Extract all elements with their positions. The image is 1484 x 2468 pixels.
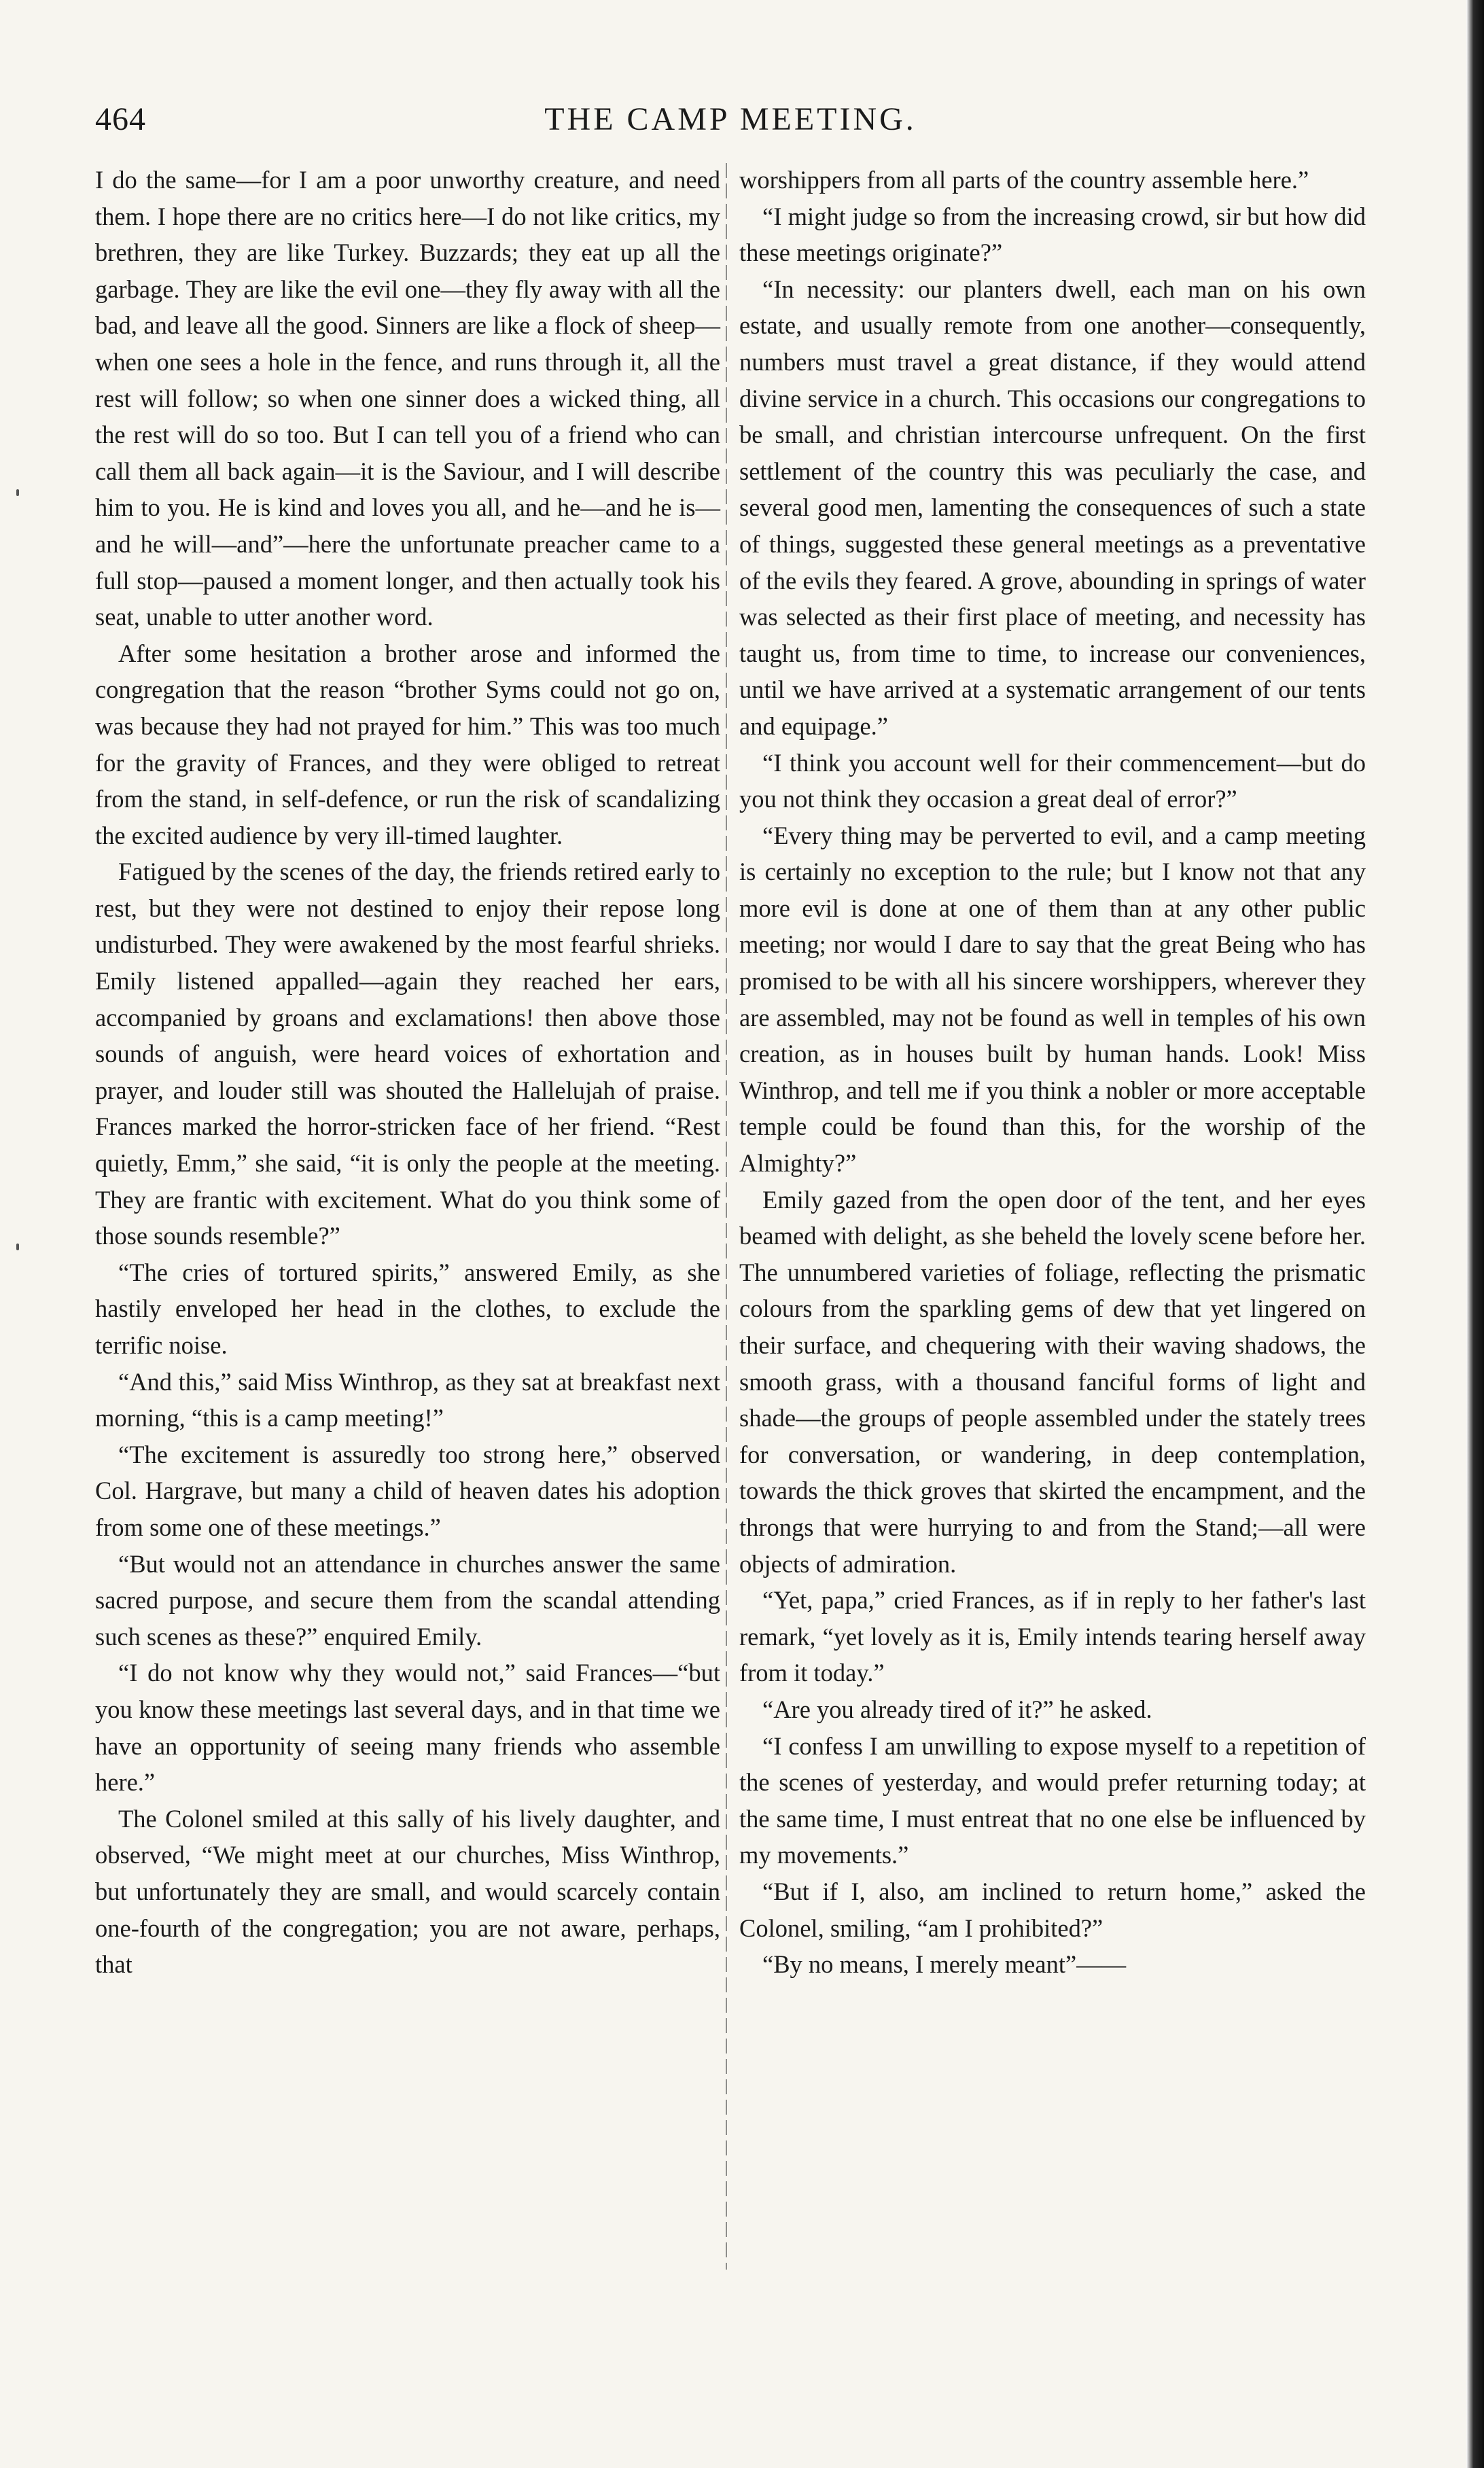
paragraph: “But if I, also, am inclined to return home,” asked the Colonel, smiling, “am I prohibited?”: [739, 1877, 1366, 1942]
paragraph: “I might judge so from the increasing crowd, sir but how did these meetings originate?”: [739, 202, 1366, 267]
right-column: [739, 162, 1366, 1983]
paragraph: worshippers from all parts of the country assemble here.”: [739, 166, 1309, 194]
paragraph: “I confess I am unwilling to expose myself to a repetition of the scenes of yesterday, and would prefer returning today; at the same time, I must entreat that no one else be influenced by my movements.”: [739, 1731, 1366, 1869]
page-binding-edge: [1466, 0, 1484, 2468]
paragraph: “By no means, I merely meant”——: [762, 1950, 1127, 1979]
running-title: THE CAMP MEETING.: [544, 101, 917, 137]
paragraph: “And this,” said Miss Winthrop, as they sat at breakfast next morning, “this is a camp meeting!”: [95, 1367, 720, 1432]
paragraph: “Yet, papa,” cried Frances, as if in reply to her father's last remark, “yet lovely as it is, Emily intends tearing herself away from it today.”: [739, 1586, 1366, 1687]
paragraph: “The cries of tortured spirits,” answered Emily, as she hastily enveloped her head in the clothes, to exclude the terrific noise.: [95, 1258, 720, 1359]
paragraph: After some hesitation a brother arose and informed the congregation that the reason “brother Syms could not go on, was because they had not prayed for him.” This was too much for the gravity of Frances, and they were obliged to retreat from the stand, in self-defence, or run the risk of scandalizing the excited audience by very ill-timed laughter.: [95, 639, 720, 849]
paragraph: “Every thing may be perverted to evil, and a camp meeting is certainly no exception to the rule; but I know not that any more evil is done at one of them than at any other public meeting; nor would I dare to say that the great Being who has promised to be with all his sincere worshippers, wherever they are assembled, may not be found as well in temples of his own creation, as in houses built by human hands. Look! Miss Winthrop, and tell me if you think a nobler or more acceptable temple could be found than this, for the worship of the Almighty?”: [739, 821, 1366, 1178]
page-number: 464: [95, 101, 146, 137]
paragraph: “I do not know why they would not,” said Frances—“but you know these meetings last several days, and in that time we have an opportunity of seeing many friends who assemble here.”: [95, 1659, 720, 1797]
margin-speck: [16, 1244, 19, 1250]
column-divider: [726, 163, 727, 2270]
paragraph: “The excitement is assuredly too strong here,” observed Col. Hargrave, but many a child of heaven dates his adoption from some one of these meetings.”: [95, 1440, 720, 1541]
paragraph: “But would not an attendance in churches answer the same sacred purpose, and secure them from the scandal attending such scenes as these?” enquired Emily.: [95, 1549, 720, 1651]
paragraph: I do the same—for I am a poor unworthy creature, and need them. I hope there are no critics here—I do not like critics, my brethren, they are like Turkey. Buzzards; they eat up all the garbage. They are like the evil one—they fly away with all the bad, and leave all the good. Sinners are like a flock of sheep—when one sees a hole in the fence, and runs through it, all the rest will follow; so when one sinner does a wicked thing, all the rest will do so too. But I can tell you of a friend who can call them all back again—it is the Saviour, and I will describe him to you. He is kind and loves you all, and he—and he is—and he will—and”—here the unfortunate preacher came to a full stop—paused a moment longer, and then actually took his seat, unable to utter another word.: [95, 166, 720, 631]
paragraph: Emily gazed from the open door of the tent, and her eyes beamed with delight, as she beheld the lovely scene before her. The unnumbered varieties of foliage, reflecting the prismatic colours from the sparkling gems of dew that yet lingered on their surface, and chequering with their waving shadows, the smooth grass, with a thousand fanciful forms of light and shade—the groups of people assembled under the stately trees for conversation, or wandering, in deep contemplation, towards the thick groves that skirted the encampment, and the throngs that were hurrying to and from the Stand;—all were objects of admiration.: [739, 1185, 1366, 1578]
paragraph: Fatigued by the scenes of the day, the friends retired early to rest, but they were not destined to enjoy their repose long undisturbed. They were awakened by the most fearful shrieks. Emily listened appalled—again they reached her ears, accompanied by groans and exclamations! then above those sounds of anguish, were heard voices of exhortation and prayer, and louder still was shouted the Hallelujah of praise. Frances marked the horror-stricken face of her friend. “Rest quietly, Emm,” she said, “it is only the people at the meeting. They are frantic with excitement. What do you think some of those sounds resemble?”: [95, 858, 720, 1250]
paragraph: “I think you account well for their commencement—but do you not think they occasion a great deal of error?”: [739, 748, 1366, 813]
paragraph: “Are you already tired of it?” he asked.: [762, 1695, 1152, 1723]
left-column: [95, 162, 720, 1983]
margin-speck: [16, 489, 19, 496]
paragraph: “In necessity: our planters dwell, each man on his own estate, and usually remote from one another—consequently, numbers must travel a great distance, if they would attend divine service in a church. This occasions our congregations to be small, and christian intercourse unfrequent. On the first settlement of the country this was peculiarly the case, and several good men, lamenting the consequences of such a state of things, suggested these general meetings as a preventative of the evils they feared. A grove, abounding in springs of water was selected as their first place of meeting, and necessity has taught us, from time to time, to increase our conveniences, until we have arrived at a systematic arrangement of our tents and equipage.”: [739, 275, 1366, 740]
paragraph: The Colonel smiled at this sally of his lively daughter, and observed, “We might meet at our churches, Miss Winthrop, but unfortunately they are small, and would scarcely contain one-fourth of the congregation; you are not aware, perhaps, that: [95, 1804, 720, 1979]
page-header: [95, 95, 1366, 149]
